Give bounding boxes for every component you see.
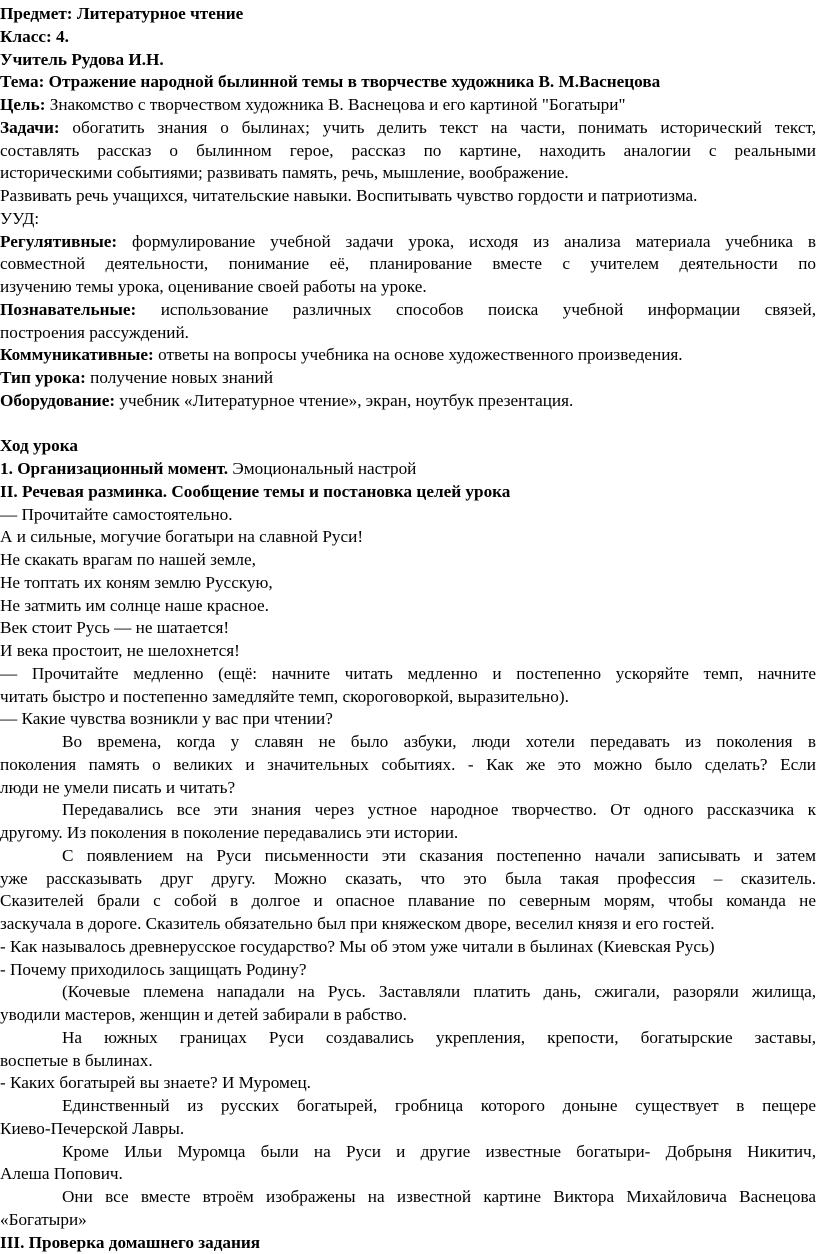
regulative-line: изучению темы урока, оценивание своей работы на уроке. <box>0 276 816 299</box>
subject-value: Литературное чтение <box>77 4 243 23</box>
lesson-heading-text: Ход урока <box>0 436 78 455</box>
stage1-line <box>0 458 816 481</box>
cognitive-label: Познавательные: <box>0 300 136 319</box>
stage3-line <box>0 1232 816 1254</box>
equipment-label: Оборудование: <box>0 391 115 410</box>
teacher-line <box>0 49 816 72</box>
communicative-line <box>0 344 816 367</box>
paragraph-line: Алеша Попович. <box>0 1163 816 1186</box>
regulative-line: совместной деятельности, понимание её, планирование вместе с учителем деятельности по <box>0 253 816 276</box>
read-slow-line: читать быстро и постепенно замедляйте темп, скороговоркой, выразительно). <box>0 686 816 709</box>
develop-line: Развивать речь учащихся, читательские навыки. Воспитывать чувство гордости и патриотизма. <box>0 185 816 208</box>
paragraph-line: поколения память о великих и значительных событиях. - Как же это можно было сделать? Если <box>0 754 816 777</box>
read-self-line: — Прочитайте самостоятельно. <box>0 504 816 527</box>
tasks-label: Задачи: <box>0 118 60 137</box>
poem-line: Не топтать их коням землю Русскую, <box>0 572 816 595</box>
stage1-title: 1. Организационный момент. <box>0 459 228 478</box>
cognitive-line <box>0 299 816 322</box>
tasks-text: обогатить знания о былинах; учить делить текст на части, понимать исторический текст, <box>72 118 816 137</box>
poem-line: И века простоит, не шелохнется! <box>0 640 816 663</box>
lesson-type-value: получение новых знаний <box>90 368 273 387</box>
paragraph-line: Передавались все эти знания через устное народное творчество. От одного рассказчика к <box>0 799 816 822</box>
stage1-text: Эмоциональный настрой <box>232 459 416 478</box>
read-slow-line: — Прочитайте медленно (ещё: начните читать медленно и постепенно ускоряйте темп, начните <box>0 663 816 686</box>
lesson-heading <box>0 435 816 458</box>
poem-line: А и сильные, могучие богатыри на славной Руси! <box>0 526 816 549</box>
poem-line: Не затмить им солнце наше красное. <box>0 595 816 618</box>
tasks-line: составлять рассказ о былинном герое, рассказ по картине, находить аналогии с реальными <box>0 140 816 163</box>
goal-line <box>0 94 816 117</box>
poem-line: Не скакать врагам по нашей земле, <box>0 549 816 572</box>
lesson-type-label: Тип урока: <box>0 368 86 387</box>
feelings-question: — Какие чувства возникли у вас при чтении? <box>0 708 816 731</box>
blank-line <box>0 413 816 436</box>
topic-label: Тема: <box>0 72 44 91</box>
paragraph-line: уже рассказывать друг другу. Можно сказать, что это была такая профессия – сказитель. <box>0 868 816 891</box>
stage3-title: III. Проверка домашнего задания <box>0 1233 260 1252</box>
tasks-line <box>0 117 816 140</box>
paragraph-line: другому. Из поколения в поколение передавались эти истории. <box>0 822 816 845</box>
poem-line: Век стоит Русь — не шатается! <box>0 617 816 640</box>
paragraph-line: Единственный из русских богатырей, гробница которого доныне существует в пещере <box>0 1095 816 1118</box>
equipment-value: учебник «Литературное чтение», экран, ноутбук презентация. <box>119 391 573 410</box>
paragraph-line: уводили мастеров, женщин и детей забирали в рабство. <box>0 1004 816 1027</box>
paragraph-line: «Богатыри» <box>0 1209 816 1232</box>
subject-line <box>0 3 816 26</box>
question-heroes: - Каких богатырей вы знаете? И Муромец. <box>0 1072 816 1095</box>
paragraph-line: Сказителей брали с собой в долгое и опасное плавание по северным морям, чтобы команда не <box>0 890 816 913</box>
teacher-value: Рудова И.Н. <box>71 50 163 69</box>
communicative-label: Коммуникативные: <box>0 345 154 364</box>
paragraph-line: Во времена, когда у славян не было азбуки, люди хотели передавать из поколения в <box>0 731 816 754</box>
stage2-title: II. Речевая разминка. Сообщение темы и постановка целей урока <box>0 482 510 501</box>
regulative-line <box>0 231 816 254</box>
paragraph-line: воспетые в былинах. <box>0 1050 816 1073</box>
lesson-type-line <box>0 367 816 390</box>
paragraph-line: Кроме Ильи Муромца были на Руси и другие известные богатыри- Добрыня Никитич, <box>0 1141 816 1164</box>
class-label: Класс: <box>0 27 52 46</box>
tasks-line: историческими событиями; развивать память, речь, мышление, воображение. <box>0 162 816 185</box>
stage2-line <box>0 481 816 504</box>
paragraph-line: Киево-Печерской Лавры. <box>0 1118 816 1141</box>
class-value: 4. <box>56 27 69 46</box>
goal-label: Цель: <box>0 95 45 114</box>
equipment-line <box>0 390 816 413</box>
topic-value: Отражение народной былинной темы в творчестве художника В. М.Васнецова <box>49 72 661 91</box>
question-defend: - Почему приходилось защищать Родину? <box>0 959 816 982</box>
cognitive-line: построения рассуждений. <box>0 322 816 345</box>
paragraph-line: С появлением на Руси письменности эти сказания постепенно начали записывать и затем <box>0 845 816 868</box>
paragraph-line: заскучала в дороге. Сказитель обязательно был при княжеском дворе, веселил князя и его гостей. <box>0 913 816 936</box>
paragraph-line: На южных границах Руси создавались укрепления, крепости, богатырские заставы, <box>0 1027 816 1050</box>
goal-value: Знакомство с творчеством художника В. Васнецова и его картиной "Богатыри" <box>50 95 626 114</box>
uud-line: УУД: <box>0 208 816 231</box>
communicative-value: ответы на вопросы учебника на основе художественного произведения. <box>158 345 683 364</box>
paragraph-line: (Кочевые племена нападали на Русь. Заставляли платить дань, сжигали, разоряли жилища, <box>0 981 816 1004</box>
regulative-label: Регулятивные: <box>0 232 117 251</box>
regulative-text: формулирование учебной задачи урока, исходя из анализа материала учебника в <box>132 232 816 251</box>
cognitive-text: использование различных способов поиска учебной информации связей, <box>161 300 816 319</box>
teacher-label: Учитель <box>0 50 67 69</box>
class-line <box>0 26 816 49</box>
paragraph-line: Они все вместе втроём изображены на известной картине Виктора Михайловича Васнецова <box>0 1186 816 1209</box>
subject-label: Предмет: <box>0 4 73 23</box>
paragraph-line: люди не умели писать и читать? <box>0 777 816 800</box>
topic-line <box>0 71 816 94</box>
question-state: - Как называлось древнерусское государство? Мы об этом уже читали в былинах (Киевская Русь) <box>0 936 816 959</box>
